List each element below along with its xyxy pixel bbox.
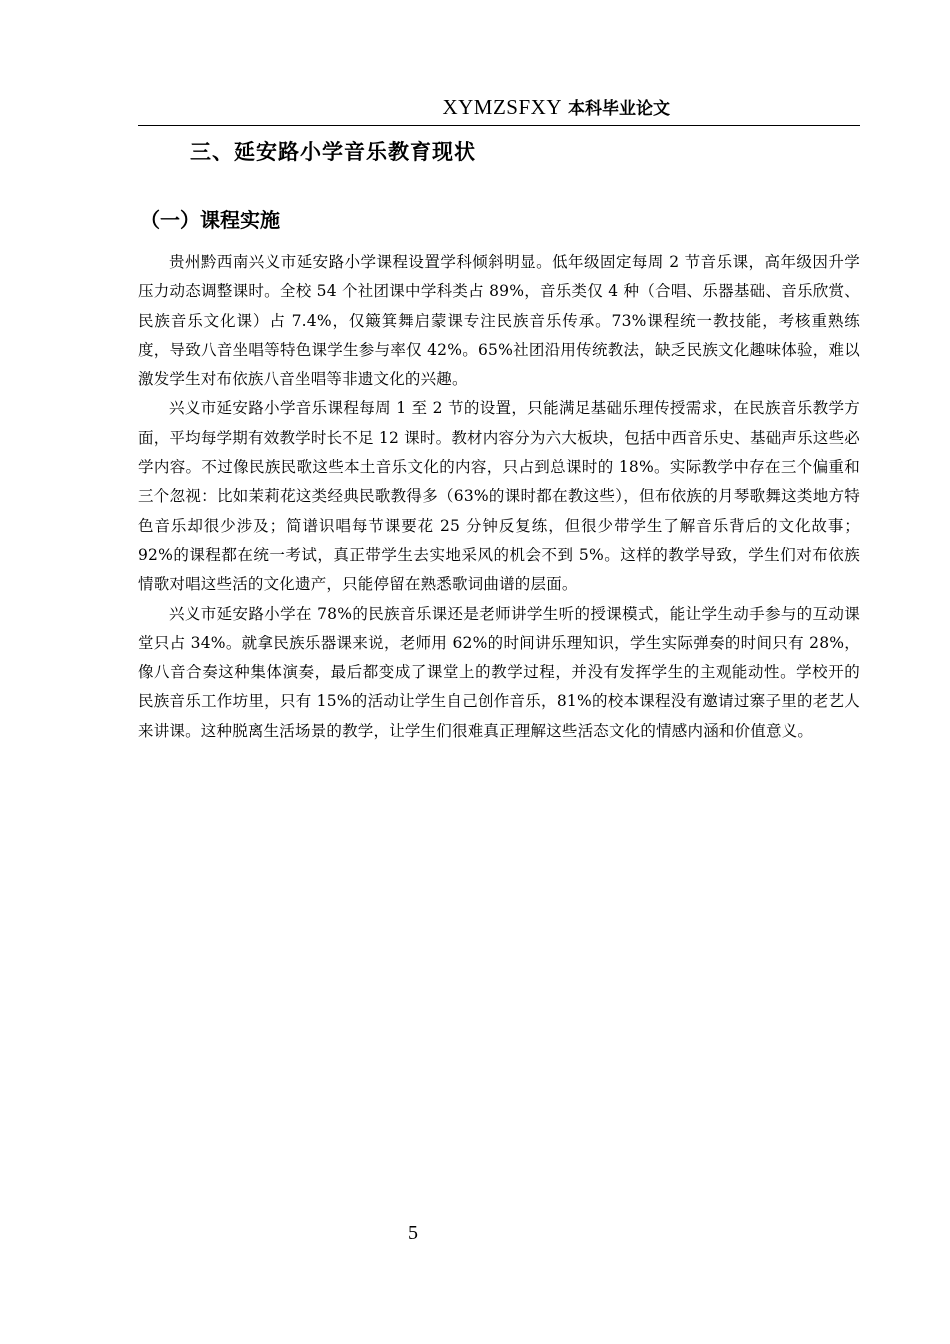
body-text [138,248,860,746]
paragraph-2: 兴义市延安路小学音乐课程每周 1 至 2 节的设置，只能满足基础乐理传授需求，在民族音乐教学方面，平均每学期有效教学时长不足 12 课时。教材内容分为六大板块，包括中西音乐史、基础声乐这些必学内容。不过像民族民歌这些本土音乐文化的内容，只占到总课时的 18%。实际教学中存在三个偏重和三个忽视：比如茉莉花这类经典民歌教得多（63%的课时都在教这些），但布依族的月琴歌舞这类地方特色音乐却很少涉及；简谱识唱每节课要花 25 分钟反复练，但很少带学生了解音乐背后的文化故事；92%的课程都在统一考试，真正带学生去实地采风的机会不到 5%。这样的教学导致，学生们对布依族情歌对唱这些活的文化遗产，只能停留在熟悉歌词曲谱的层面。 [138,399,860,594]
header-document-type: 本科毕业论文 [568,99,670,119]
page-header [138,88,860,126]
page-number: 5 [408,1222,418,1244]
header-title [442,94,670,120]
subsection-title: （一）课程实施 [140,208,280,232]
paragraph-3: 兴义市延安路小学在 78%的民族音乐课还是老师讲学生听的授课模式，能让学生动手参与的互动课堂只占 34%。就拿民族乐器课来说，老师用 62%的时间讲乐理知识，学生实际弹奏的时间只有 28%，像八音合奏这种集体演奏，最后都变成了课堂上的教学过程，并没有发挥学生的主观能动性。学校开的民族音乐工作坊里，只有 15%的活动让学生自己创作音乐，81%的校本课程没有邀请过寨子里的老艺人来讲课。这种脱离生活场景的教学，让学生们很难真正理解这些活态文化的情感内涵和价值意义。 [138,604,860,740]
section-title: 三、延安路小学音乐教育现状 [190,140,476,164]
paragraph-1: 贵州黔西南兴义市延安路小学课程设置学科倾斜明显。低年级固定每周 2 节音乐课，高年级因升学压力动态调整课时。全校 54 个社团课中学科类占 89%，音乐类仅 4 种（合唱、乐器基础、音乐欣赏、民族音乐文化课）占 7.4%，仅簸箕舞启蒙课专注民族音乐传承。73%课程统一教技能，考核重熟练度，导致八音坐唱等特色课学生参与率仅 42%。65%社团沿用传统教法，缺乏民族文化趣味体验，难以激发学生对布依族八音坐唱等非遗文化的兴趣。 [138,253,860,389]
header-school-code: XYMZSFXY [442,95,562,119]
